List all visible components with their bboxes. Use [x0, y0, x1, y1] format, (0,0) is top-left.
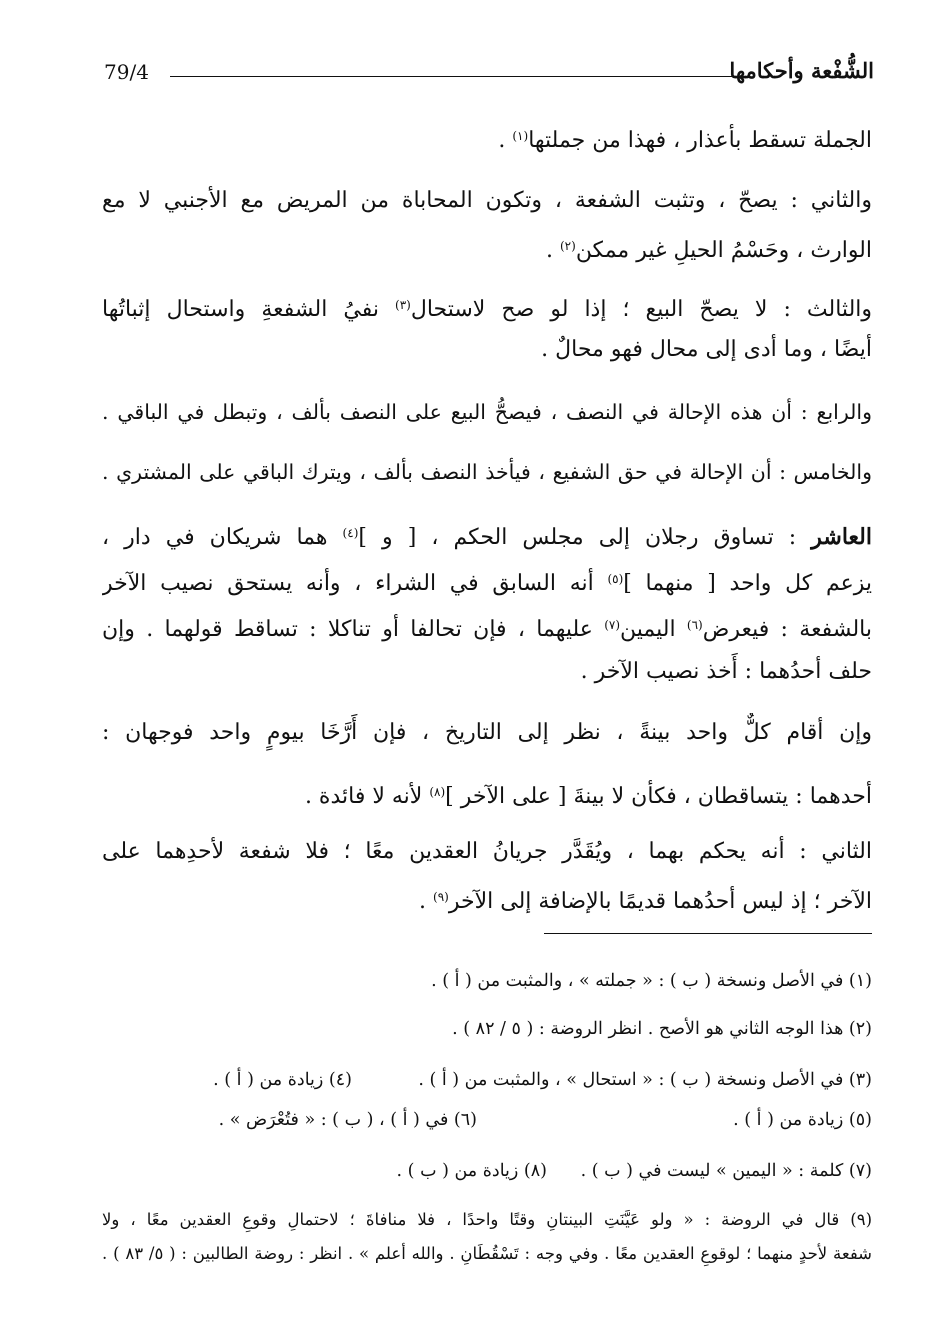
- footnote-row: [102, 1064, 872, 1096]
- footnote: (٤) زيادة من ( أ ) .: [213, 1070, 352, 1090]
- footnote: (٦) في ( أ ) ، ( ب ) : « فتُعْرَض » .: [218, 1110, 477, 1130]
- body-line: يزعم كل واحد [ منهما ]$^{(٥)}$ أنه السابق في الشراء ، وأنه يستحق نصيب الآخر: [102, 571, 872, 596]
- body-line: الجملة تسقط بأعذار ، فهذا من جملتها$^{(١)}$ .: [498, 128, 872, 153]
- footnote: شفعة لأحدٍ منهما ؛ لوقوعِ العقدين معًا . وفي وجه : تَسْقُطَانِ . والله أعلم » . انظر : روضة الطالبين : ( ٥/ ٨٣ ) .: [102, 1244, 872, 1263]
- footnote-ref: (٤): [342, 526, 359, 540]
- footnote-row: [102, 1155, 872, 1187]
- body-line: حلف أحدُهما : أَخذ نصيب الآخر .: [580, 659, 872, 684]
- footnote-ref: (٧): [604, 618, 621, 632]
- section-heading: العاشر: [811, 524, 872, 550]
- body-line: الآخر ؛ إذ ليس أحدُهما قديمًا بالإضافة إلى الآخر$^{(٩)}$ .: [419, 889, 872, 914]
- body-line: بالشفعة : فيعرض$^{(٦)}$ اليمين$^{(٧)}$ عليهما ، فإن تحالفا أو تناكلا : تساقط قولهما . وإن: [102, 617, 872, 642]
- footnote-ref: (٨): [429, 785, 446, 799]
- body-line: والخامس : أن الإحالة في حق الشفيع ، فيأخذ النصف بألف ، ويترك الباقي على المشتري .: [102, 460, 872, 484]
- page-number: 79/4: [104, 60, 149, 84]
- footnote-ref: (٦): [686, 618, 703, 632]
- body-line: العاشر : تساوق رجلان إلى مجلس الحكم ، [ و ]$^{(٤)}$ هما شريكان في دار ،: [102, 524, 872, 550]
- footnote: (٢) هذا الوجه الثاني هو الأصح . انظر الروضة : ( ٥ / ٨٢ ) .: [452, 1019, 872, 1039]
- body-line: أحدهما : يتساقطان ، فكأن لا بينةَ [ على الآخر ]$^{(٨)}$ لأنه لا فائدة .: [304, 784, 872, 809]
- body-line: الوارث ، وحَسْمُ الحيلِ غير ممكن$^{(٢)}$ .: [545, 238, 872, 263]
- body-line: الثاني : أنه يحكم بهما ، ويُقَدَّر جريانُ العقدين معًا ؛ فلا شفعة لأحدِهما على: [102, 839, 872, 864]
- body-line: والرابع : أن هذه الإحالة في النصف ، فيصحُّ البيع على النصف بألف ، وتبطل في الباقي .: [102, 400, 872, 424]
- footnote: (١) في الأصل ونسخة ( ب ) : « جملته » ، والمثبت من ( أ ) .: [431, 971, 872, 991]
- footnote: (٧) كلمة : « اليمين » ليست في ( ب ) .: [580, 1161, 872, 1181]
- page-header: [104, 58, 874, 88]
- footnote: (٣) في الأصل ونسخة ( ب ) : « استحال » ، والمثبت من ( أ ) .: [418, 1070, 872, 1090]
- footnote-ref: (٢): [559, 239, 576, 253]
- footnote-ref: (٩): [433, 890, 449, 904]
- body-line: والثالث : لا يصحّ البيع ؛ إذا لو صح لاستحال$^{(٣)}$ نفيُ الشفعةِ واستحال إثباتُها: [102, 297, 872, 322]
- header-rule: [170, 76, 734, 77]
- running-title: الشُّفْعة وأحكامها: [729, 58, 874, 83]
- body-line: أيضًا ، وما أدى إلى محال فهو محالٌ .: [541, 337, 872, 362]
- body-line: وإن أقام كلٌّ واحد بينةً ، نظر إلى التاريخ ، فإن أَرَّخَا بيومٍ واحد فوجهان :: [102, 720, 872, 745]
- footnote-separator: [544, 933, 872, 934]
- footnote-row: [102, 1104, 872, 1136]
- footnote: (٨) زيادة من ( ب ) .: [396, 1161, 547, 1181]
- body-line: والثاني : يصحّ ، وتثبت الشفعة ، وتكون المحاباة من المريض مع الأجنبي لا مع: [102, 188, 872, 213]
- footnote-ref: (٥): [607, 572, 624, 586]
- footnote-ref: (٣): [395, 298, 411, 312]
- footnote: (٥) زيادة من ( أ ) .: [733, 1110, 872, 1130]
- footnote: (٩) قال في الروضة : « ولو عَيَّنَتِ البينتانِ وقتًا واحدًا ، فلا منافاةَ ؛ لاحتمالِ وقوعِ العقدين معًا ، ولا: [102, 1210, 872, 1229]
- footnote-ref: (١): [512, 129, 529, 143]
